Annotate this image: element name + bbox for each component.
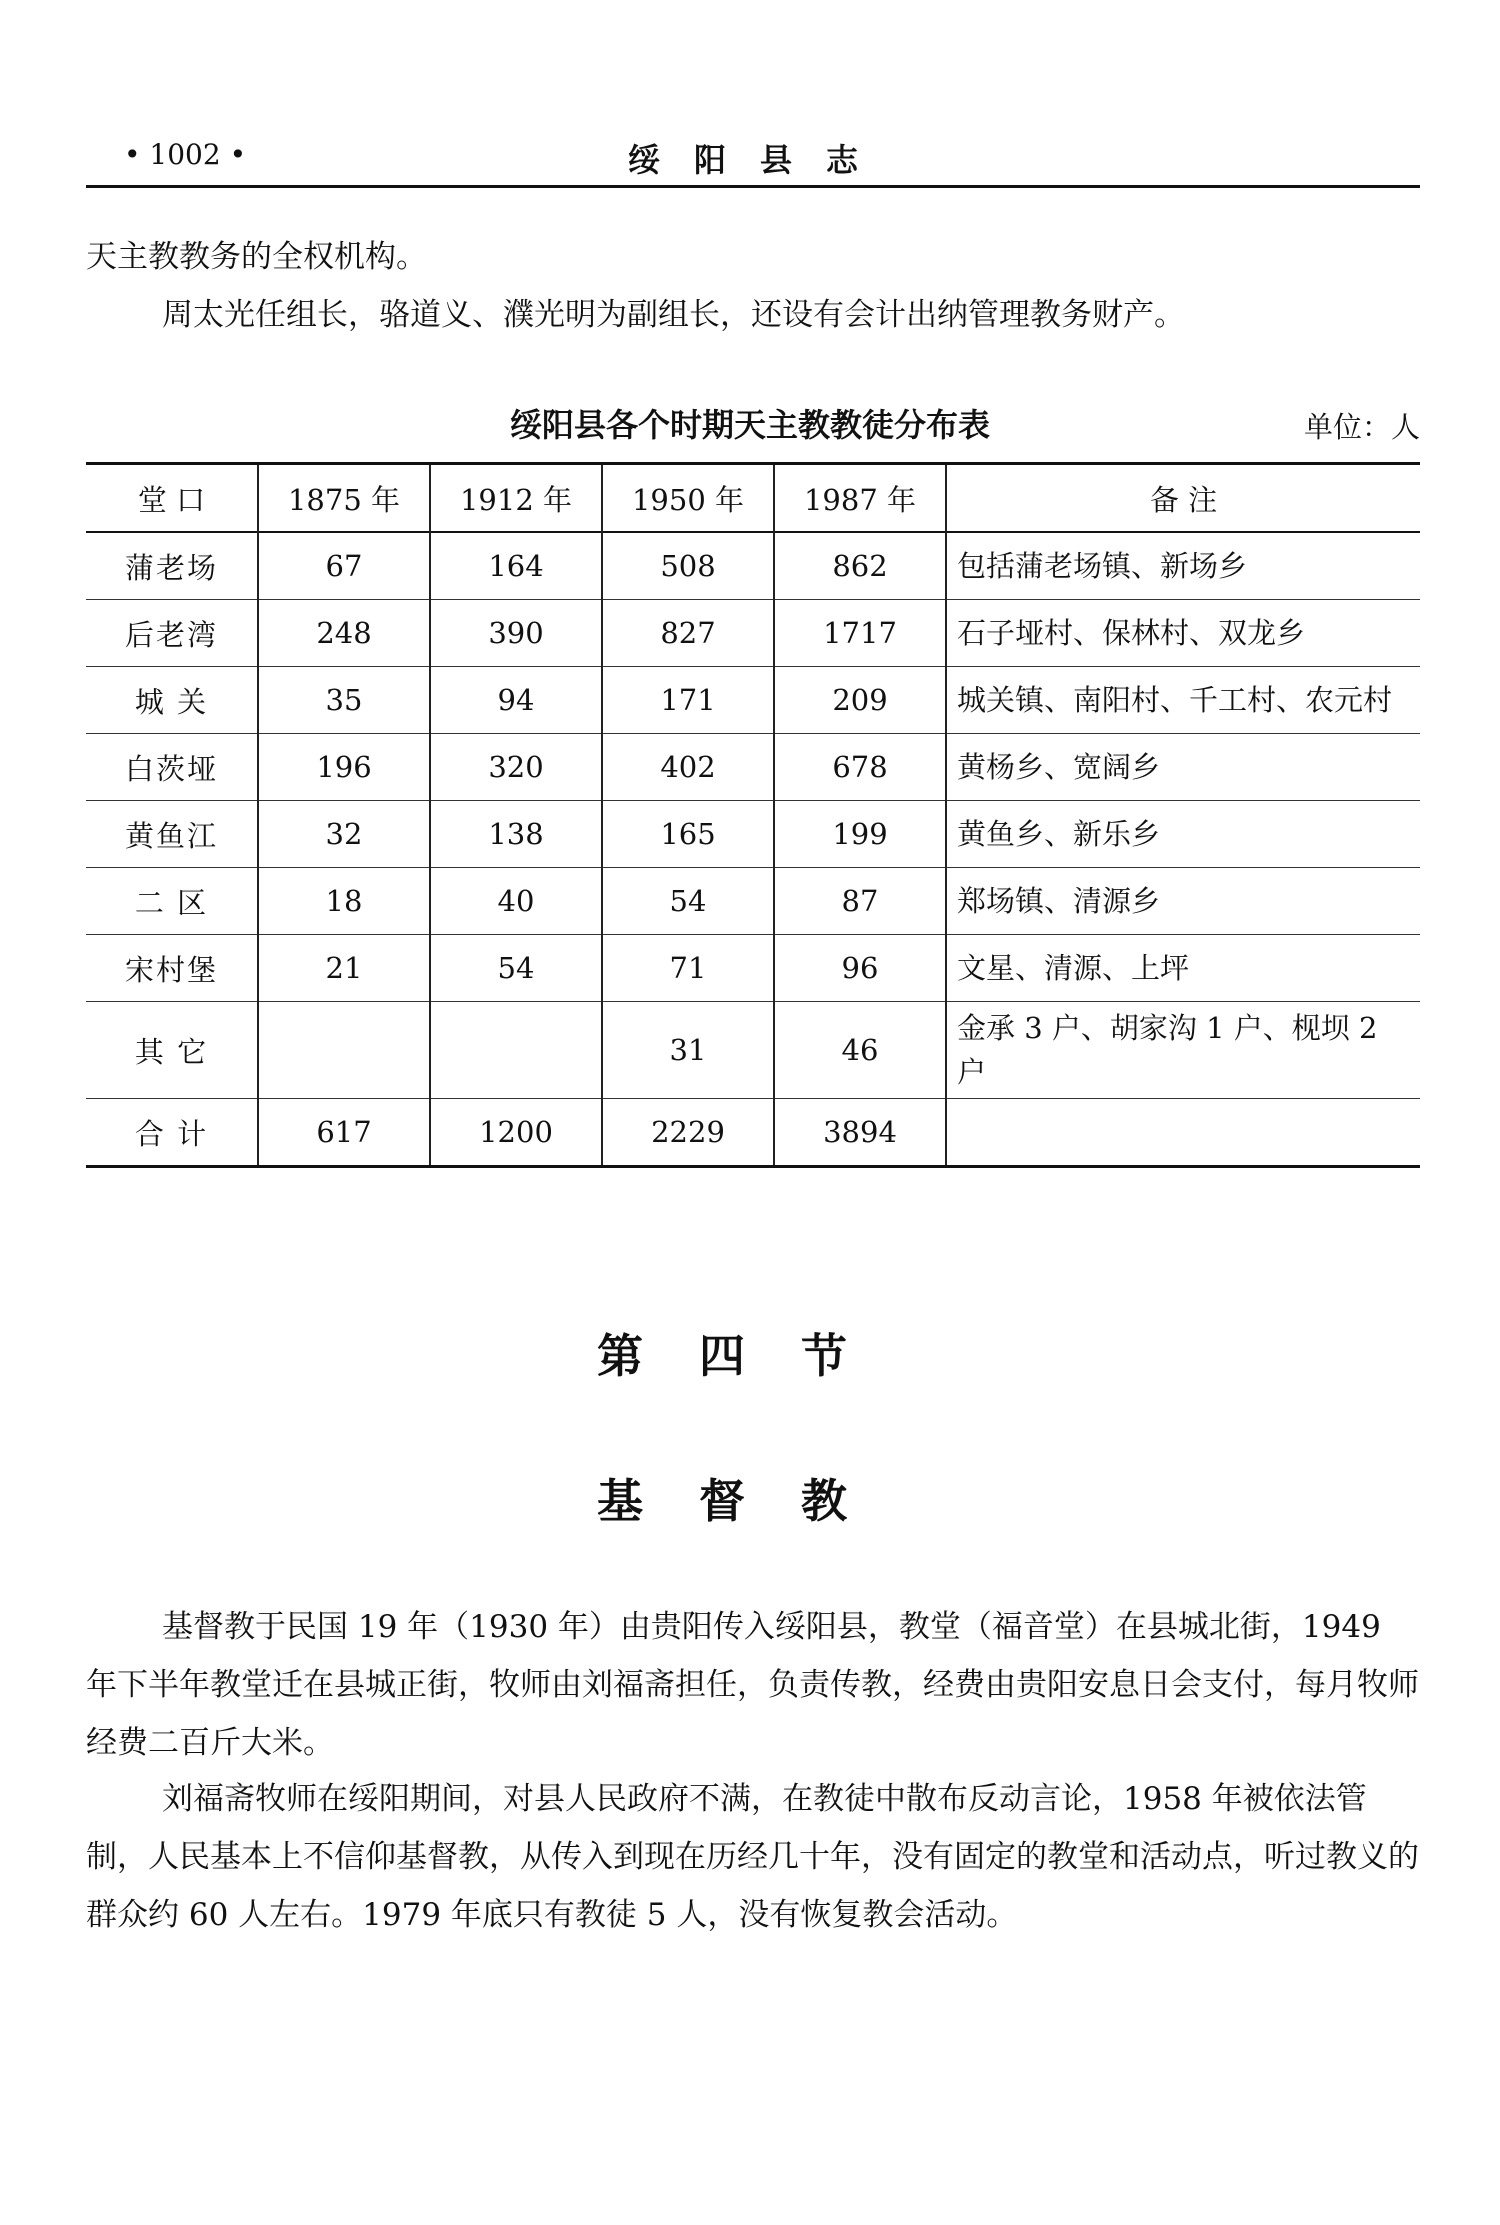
cell-parish: 白茨垭 <box>86 734 258 801</box>
cell-1912 <box>430 1002 602 1099</box>
body-paragraph: 基督教于民国 19 年（1930 年）由贵阳传入绥阳县，教堂（福音堂）在县城北街，1949 年下半年教堂迁在县城正街，牧师由刘福斋担任，负责传教，经费由贵阳安息日会支付，每月牧师经费二百斤大米。 <box>86 1609 1419 1761</box>
cell-parish: 合 计 <box>86 1099 258 1167</box>
continued-paragraph: 天主教教务的全权机构。 <box>86 239 427 275</box>
table-row <box>86 667 1420 734</box>
cell-parish: 后老湾 <box>86 600 258 667</box>
section-title: 基督教 <box>597 1474 903 1528</box>
column-header-remarks: 备 注 <box>1149 482 1218 517</box>
cell-parish: 二 区 <box>86 868 258 935</box>
cell-1912: 390 <box>430 600 602 667</box>
cell-remarks: 石子垭村、保林村、双龙乡 <box>957 616 1306 650</box>
cell-1875: 196 <box>258 734 430 801</box>
cell-1987: 1717 <box>774 600 946 667</box>
cell-1950: 171 <box>602 667 774 734</box>
cell-1950: 71 <box>602 935 774 1002</box>
cell-parish: 城 关 <box>86 667 258 734</box>
cell-parish: 蒲老场 <box>86 532 258 600</box>
cell-1987: 862 <box>774 532 946 600</box>
section-number: 第四节 <box>597 1329 903 1383</box>
table-row <box>86 532 1420 600</box>
page-number: • 1002 • <box>124 138 247 171</box>
cell-1987: 199 <box>774 801 946 868</box>
cell-1875: 617 <box>258 1099 430 1167</box>
cell-1912: 54 <box>430 935 602 1002</box>
cell-1875 <box>258 1002 430 1099</box>
cell-1987: 678 <box>774 734 946 801</box>
cell-1950: 165 <box>602 801 774 868</box>
column-header-parish: 堂 口 <box>86 464 258 533</box>
cell-1912: 164 <box>430 532 602 600</box>
cell-1950: 827 <box>602 600 774 667</box>
column-header-1912: 1912 年 <box>430 464 602 533</box>
cell-1950: 31 <box>602 1002 774 1099</box>
cell-1987: 87 <box>774 868 946 935</box>
cell-1875: 35 <box>258 667 430 734</box>
cell-1987: 3894 <box>774 1099 946 1167</box>
cell-remarks: 金承 3 户、胡家沟 1 户、枧坝 2 户 <box>957 1011 1378 1089</box>
cell-parish: 宋村堡 <box>86 935 258 1002</box>
table-row <box>86 801 1420 868</box>
cell-remarks: 城关镇、南阳村、千工村、农元村 <box>957 683 1393 717</box>
table-unit: 单位：人 <box>1303 410 1420 444</box>
table-title: 绥阳县各个时期天主教教徒分布表 <box>509 406 990 444</box>
cell-remarks: 郑场镇、清源乡 <box>957 884 1161 918</box>
cell-1950: 54 <box>602 868 774 935</box>
cell-1987: 209 <box>774 667 946 734</box>
cell-1875: 67 <box>258 532 430 600</box>
table-row <box>86 868 1420 935</box>
cell-1950: 2229 <box>602 1099 774 1167</box>
column-header-1987: 1987 年 <box>774 464 946 533</box>
cell-1912: 1200 <box>430 1099 602 1167</box>
cell-1875: 248 <box>258 600 430 667</box>
cell-remarks: 包括蒲老场镇、新场乡 <box>957 549 1248 583</box>
cell-1912: 40 <box>430 868 602 935</box>
cell-parish: 黄鱼江 <box>86 801 258 868</box>
cell-1912: 94 <box>430 667 602 734</box>
cell-1875: 21 <box>258 935 430 1002</box>
body-paragraph: 刘福斋牧师在绥阳期间，对县人民政府不满，在教徒中散布反动言论，1958 年被依法管制，人民基本上不信仰基督教，从传入到现在历经几十年，没有固定的教堂和活动点，听过教义的群众约 60 人左右。1979 年底只有教徒 5 人，没有恢复教会活动。 <box>86 1781 1419 1933</box>
cell-1912: 138 <box>430 801 602 868</box>
cell-remarks: 文星、清源、上坪 <box>957 951 1190 985</box>
paragraph: 周太光任组长，骆道义、濮光明为副组长，还设有会计出纳管理教务财产。 <box>162 297 1185 333</box>
column-header-1875: 1875 年 <box>258 464 430 533</box>
cell-remarks: 黄鱼乡、新乐乡 <box>957 817 1161 851</box>
table-header-row <box>86 464 1420 533</box>
cell-remarks <box>946 1099 1420 1167</box>
cell-1987: 46 <box>774 1002 946 1099</box>
cell-1875: 32 <box>258 801 430 868</box>
cell-1912: 320 <box>430 734 602 801</box>
running-title: 绥阳县志 <box>627 141 892 179</box>
cell-1950: 508 <box>602 532 774 600</box>
cell-remarks: 黄杨乡、宽阔乡 <box>957 750 1161 784</box>
table-total-row <box>86 1099 1420 1167</box>
cell-1950: 402 <box>602 734 774 801</box>
cell-1987: 96 <box>774 935 946 1002</box>
table-row <box>86 734 1420 801</box>
table-row <box>86 935 1420 1002</box>
distribution-table <box>86 462 1420 1168</box>
cell-1875: 18 <box>258 868 430 935</box>
header-rule <box>86 185 1420 188</box>
table-row <box>86 600 1420 667</box>
table-row <box>86 1002 1420 1099</box>
cell-parish: 其 它 <box>86 1002 258 1099</box>
column-header-1950: 1950 年 <box>602 464 774 533</box>
